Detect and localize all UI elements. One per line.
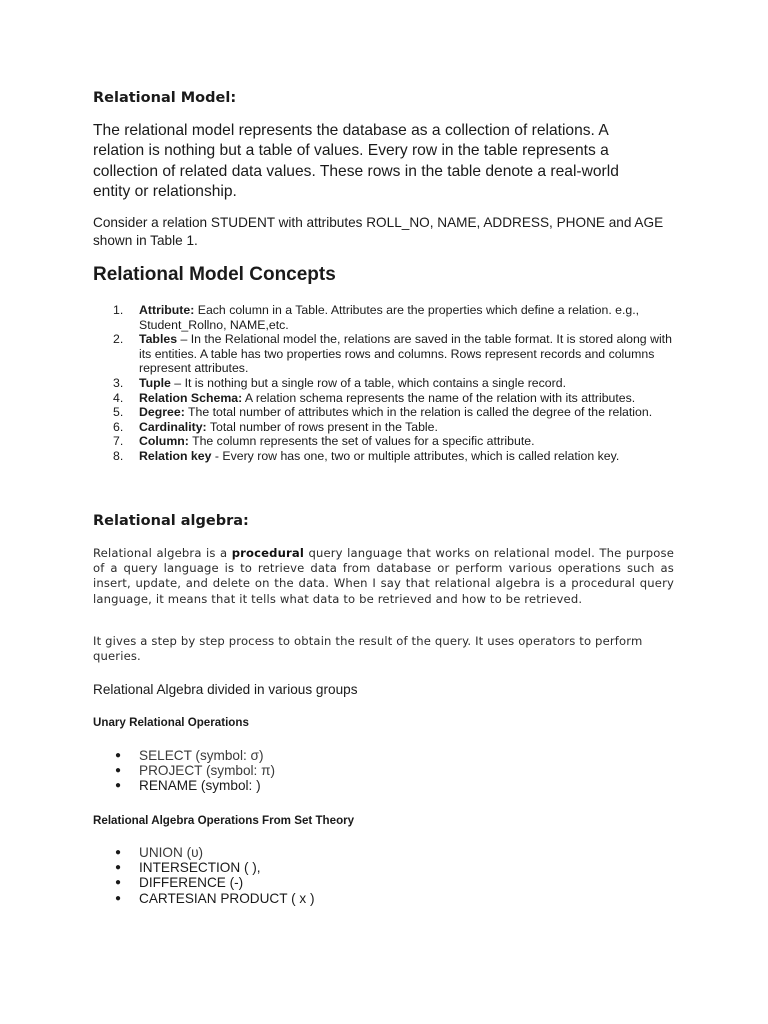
- operation-label: PROJECT (symbol: π): [139, 763, 276, 779]
- student-relation-paragraph: Consider a relation STUDENT with attributes ROLL_NO, NAME, ADDRESS, PHONE and AGE shown in Table 1.: [93, 215, 664, 248]
- list-item: [115, 890, 539, 906]
- procedural-term: procedural: [231, 546, 305, 560]
- operation-label: RENAME (symbol: ): [139, 778, 261, 794]
- item-number: 7.: [113, 434, 124, 449]
- unary-list: [115, 748, 539, 794]
- concept-term: Attribute:: [139, 303, 195, 317]
- concept-text: The total number of attributes which in the relation is called the degree of the relation.: [184, 405, 653, 420]
- operation-label: INTERSECTION ( ),: [139, 860, 261, 876]
- set-theory-list: [115, 845, 539, 906]
- bullet-icon: ●: [115, 877, 122, 889]
- item-number: 4.: [113, 390, 124, 405]
- relational-algebra-paragraph: [93, 546, 674, 607]
- step-by-step-paragraph: It gives a step by step process to obtain the result of the query. It uses operators to perform queries.: [93, 634, 643, 664]
- concept-term: Degree:: [139, 405, 185, 420]
- bullet-icon: ●: [115, 892, 122, 904]
- item-number: 6.: [113, 419, 124, 434]
- bullet-icon: ●: [115, 765, 122, 777]
- concepts-list: [113, 303, 679, 464]
- list-item: [115, 845, 539, 860]
- operation-label: SELECT (symbol: σ): [139, 748, 264, 763]
- list-item: [115, 748, 539, 763]
- concept-term: Relation key: [139, 448, 212, 463]
- list-item: [115, 875, 539, 891]
- set-theory-heading: Relational Algebra Operations From Set Theory: [93, 814, 355, 827]
- bullet-icon: ●: [115, 862, 122, 874]
- unary-heading: Unary Relational Operations: [93, 716, 249, 729]
- concept-term: Tables: [139, 332, 178, 347]
- concept-text: - Every row has one, two or multiple attributes, which is called relation key.: [211, 448, 620, 463]
- concept-term: Tuple: [139, 375, 171, 390]
- concept-text: The column represents the set of values for a specific attribute.: [188, 434, 535, 449]
- item-number: 3.: [113, 375, 124, 390]
- bullet-icon: ●: [115, 750, 122, 761]
- para-text: Relational algebra is a: [93, 546, 232, 560]
- concept-text: Each column in a Table. Attributes are the properties which define a relation. e.g., Student_Rollno, NAME,etc.: [139, 303, 640, 332]
- item-number: 5.: [113, 405, 124, 420]
- concept-term: Relation Schema:: [139, 390, 243, 405]
- list-item: [115, 778, 539, 794]
- concepts-heading: Relational Model Concepts: [93, 264, 336, 285]
- operation-label: DIFFERENCE (-): [139, 875, 244, 891]
- concept-term: Column:: [139, 434, 189, 449]
- item-number: 1.: [113, 303, 124, 317]
- concept-text: – It is nothing but a single row of a table, which contains a single record.: [170, 375, 566, 390]
- item-number: 2.: [113, 332, 124, 347]
- concept-item: [113, 303, 679, 332]
- concept-item: [113, 375, 679, 391]
- concept-text: – In the Relational model the, relations are saved in the table format. It is stored along with its entities. A table has two properties rows and columns. Rows represent records and columns represent attributes.: [139, 332, 672, 376]
- concept-item: [113, 332, 679, 376]
- relational-model-heading: Relational Model:: [93, 90, 237, 106]
- bullet-icon: ●: [115, 847, 122, 858]
- concept-item: [113, 448, 679, 464]
- operation-label: UNION (υ): [139, 845, 204, 860]
- concept-item: [113, 434, 679, 449]
- relational-algebra-heading: Relational algebra:: [93, 513, 249, 529]
- operation-label: CARTESIAN PRODUCT ( x ): [139, 890, 315, 906]
- bullet-icon: ●: [115, 780, 122, 792]
- list-item: [115, 860, 539, 876]
- groups-intro: Relational Algebra divided in various groups: [93, 682, 358, 697]
- relational-model-intro: The relational model represents the database as a collection of relations. A relation is nothing but a table of values. Every row in the table represents a collection of related data values. These rows in the table denote a real-world entity or relationship.: [93, 122, 619, 200]
- item-number: 8.: [113, 448, 124, 463]
- concept-term: Cardinality:: [139, 419, 207, 434]
- concept-item: [113, 390, 679, 406]
- para-text: query language that works on relational model. The purpose of a query language is to retrieve data from database or perform various operations such as insert, update, and delete on the data. When I say that relational algebra is a procedural query language, it means that it tells what data to be retrieved and how to be retrieved.: [93, 546, 674, 606]
- list-item: [115, 763, 539, 779]
- concept-item: [113, 419, 679, 435]
- concept-item: [113, 405, 679, 420]
- concept-text: Total number of rows present in the Table.: [206, 419, 438, 434]
- concept-text: A relation schema represents the name of the relation with its attributes.: [242, 390, 636, 405]
